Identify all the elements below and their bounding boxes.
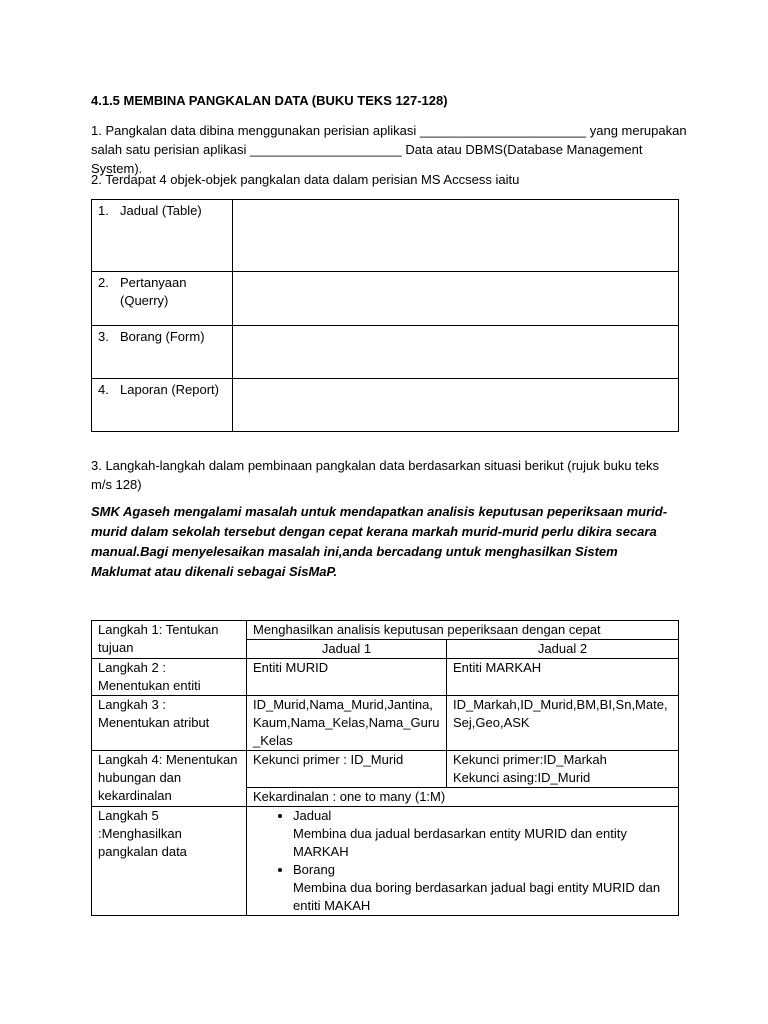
table-row: [92, 379, 679, 432]
step-4-jadual-1: Kekunci primer : ID_Murid: [247, 751, 447, 788]
step-5-list: [253, 861, 672, 879]
item-label-line: Laporan (Report): [120, 382, 219, 397]
table-row: [92, 200, 679, 272]
item-number: 3.: [98, 329, 109, 344]
step-4-jadual-2: [447, 751, 679, 788]
jadual-1-header: Jadual 1: [247, 640, 447, 659]
bullet-description: Membina dua jadual berdasarkan entity MURID dan entity MARKAH: [293, 826, 627, 859]
step-3-jadual-2: ID_Markah,ID_Murid,BM,BI,Sn,Mate,Sej,Geo,ASK: [447, 696, 679, 751]
step-2-jadual-1: Entiti MURID: [247, 659, 447, 696]
item-number: 2.: [98, 275, 109, 290]
foreign-key-secondary: Kekunci asing:ID_Murid: [453, 770, 591, 785]
step-3-jadual-1: ID_Murid,Nama_Murid,Jantina,Kaum,Nama_Kelas,Nama_Guru_Kelas: [247, 696, 447, 751]
situation-text: SMK Agaseh mengalami masalah untuk mendapatkan analisis keputusan peperiksaan murid-murid dalam sekolah tersebut dengan cepat kerana markah murid-murid perlu dikira secara manual.Bagi menyelesaikan masalah ini,anda bercadang untuk menghasilkan Sistem Maklumat atau dikenali sebagai SisMaP.: [91, 504, 668, 579]
step-2-jadual-2: Entiti MARKAH: [447, 659, 679, 696]
item-label: [120, 202, 202, 220]
step-5-list: [253, 807, 672, 825]
object-label-cell: [92, 272, 233, 326]
table-row: [92, 751, 679, 788]
table-row: [92, 326, 679, 379]
step-5-label: Langkah 5 :Menghasilkan pangkalan data: [92, 807, 247, 916]
bullet-title: Jadual: [293, 808, 332, 823]
object-answer-cell[interactable]: [233, 272, 679, 326]
step-2-label: Langkah 2 : Menentukan entiti: [92, 659, 247, 696]
list-item: [293, 861, 672, 879]
object-label-cell: [92, 200, 233, 272]
bullet-description: Membina dua boring berdasarkan jadual bagi entity MURID dan entiti MAKAH: [293, 880, 661, 913]
table-row: [92, 621, 679, 640]
question-1-line-2: salah satu perisian aplikasi _____________________ Data atau DBMS(Database Management System).: [91, 142, 643, 176]
item-label: [120, 274, 187, 310]
step-3-label: Langkah 3 : Menentukan atribut: [92, 696, 247, 751]
object-answer-cell[interactable]: [233, 379, 679, 432]
question-2: 2. Terdapat 4 objek-objek pangkalan data dalam perisian MS Accsess iaitu: [91, 172, 520, 187]
object-label-cell: [92, 379, 233, 432]
item-label: [120, 328, 205, 346]
item-label-line: Jadual (Table): [120, 203, 202, 218]
table-row: [92, 659, 679, 696]
object-answer-cell[interactable]: [233, 200, 679, 272]
question-1-line-1: 1. Pangkalan data dibina menggunakan perisian aplikasi _______________________ yang merupakan: [91, 123, 687, 138]
bullet-title: Borang: [293, 862, 335, 877]
question-3: 3. Langkah-langkah dalam pembinaan pangkalan data berdasarkan situasi berikut (rujuk buku teks m/s 128): [91, 458, 660, 492]
item-label-line: Pertanyaan: [120, 275, 187, 290]
foreign-key-primary: Kekunci primer:ID_Markah: [453, 752, 607, 767]
step-4-cardinality: Kekardinalan : one to many (1:M): [247, 788, 679, 807]
step-1-value: Menghasilkan analisis keputusan peperiksaan dengan cepat: [247, 621, 679, 640]
steps-table: [91, 620, 679, 916]
item-number: 4.: [98, 382, 109, 397]
step-4-label: Langkah 4: Menentukan hubungan dan kekardinalan: [92, 751, 247, 807]
table-row: [92, 696, 679, 751]
section-heading: 4.1.5 MEMBINA PANGKALAN DATA (BUKU TEKS 127-128): [91, 93, 448, 108]
table-row: [92, 272, 679, 326]
object-label-cell: [92, 326, 233, 379]
item-label: [120, 381, 219, 399]
object-answer-cell[interactable]: [233, 326, 679, 379]
list-item: [293, 807, 672, 825]
objects-table: [91, 199, 679, 432]
item-number: 1.: [98, 203, 109, 218]
item-label-line: (Querry): [120, 293, 169, 308]
step-5-content: [247, 807, 679, 916]
table-row: [92, 807, 679, 916]
step-1-label: Langkah 1: Tentukan tujuan: [92, 621, 247, 659]
jadual-2-header: Jadual 2: [447, 640, 679, 659]
item-label-line: Borang (Form): [120, 329, 205, 344]
